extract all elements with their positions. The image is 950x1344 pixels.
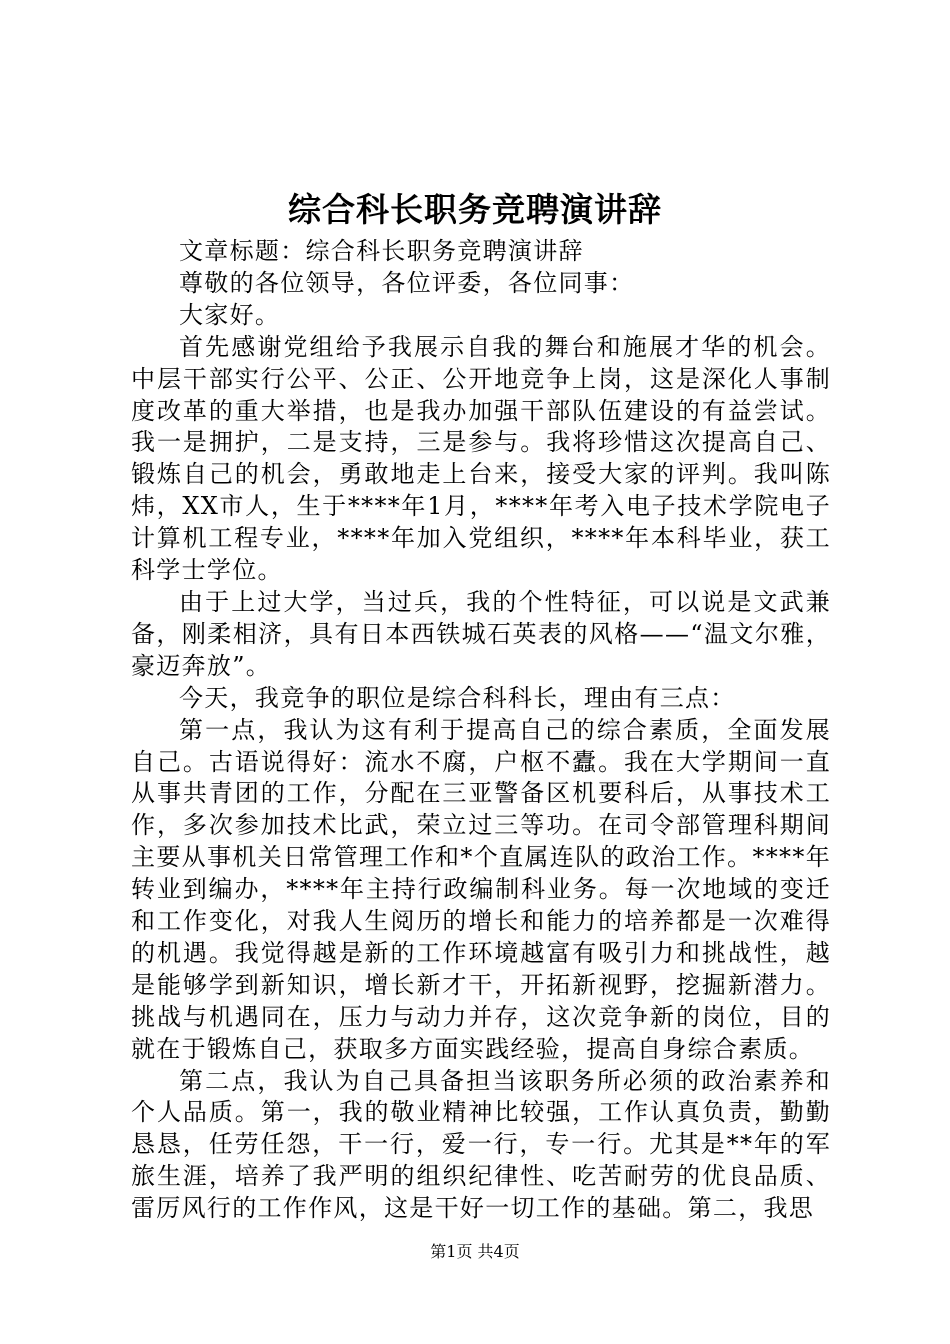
page-footer: 第1页 共4页: [430, 1242, 520, 1261]
paragraph-greeting: 大家好。: [179, 300, 281, 329]
paragraph-article-title: 文章标题：综合科长职务竞聘演讲辞: [179, 237, 584, 265]
document-body: [131, 236, 831, 1225]
paragraph-personality: 由于上过大学，当过兵，我的个性特征，可以说是文武兼备，刚柔相济，具有日本西铁城石英表的风格——“温文尔雅，豪迈奔放”。: [131, 587, 831, 680]
document-title: 综合科长职务竞聘演讲辞: [288, 190, 662, 229]
paragraph-reason-one: 第一点，我认为这有利于提高自己的综合素质，全面发展自己。古语说得好：流水不腐，户枢不蠹。我在大学期间一直从事共青团的工作，分配在三亚警备区机要科后，从事技术工作，多次参加技术比武，荣立过三等功。在司令部管理科期间主要从事机关日常管理工作和*个直属连队的政治工作。****年转业到编办，****年主持行政编制科业务。每一次地域的变迁和工作变化，对我人生阅历的增长和能力的培养都是一次难得的机遇。我觉得越是新的工作环境越富有吸引力和挑战性，越是能够学到新知识，增长新才干，开拓新视野，挖掘新潜力。挑战与机遇同在，压力与动力并存，这次竞争新的岗位，目的就在于锻炼自己，获取多方面实践经验，提高自身综合素质。: [131, 715, 831, 1063]
paragraph-salutation: 尊敬的各位领导，各位评委，各位同事：: [179, 268, 635, 297]
paragraph-introduction: 首先感谢党组给予我展示自我的舞台和施展才华的机会。中层干部实行公平、公正、公开地竞争上岗，这是深化人事制度改革的重大举措，也是我办加强干部队伍建设的有益尝试。我一是拥护，二是支持，三是参与。我将珍惜这次提高自己、锻炼自己的机会，勇敢地走上台来，接受大家的评判。我叫陈炜，XX市人，生于****年1月，****年考入电子技术学院电子计算机工程专业，****年加入党组织，****年本科毕业，获工科学士学位。: [131, 332, 831, 585]
paragraph-position: 今天，我竞争的职位是综合科科长，理由有三点：: [179, 683, 736, 712]
paragraph-reason-two: 第二点，我认为自己具备担当该职务所必须的政治素养和个人品质。第一，我的敬业精神比较强，工作认真负责，勤勤恳恳，任劳任怨，干一行，爱一行，专一行。尤其是**年的军旅生涯，培养了我严明的组织纪律性、吃苦耐劳的优良品质、雷厉风行的工作作风，这是干好一切工作的基础。第二，我思: [131, 1066, 831, 1223]
